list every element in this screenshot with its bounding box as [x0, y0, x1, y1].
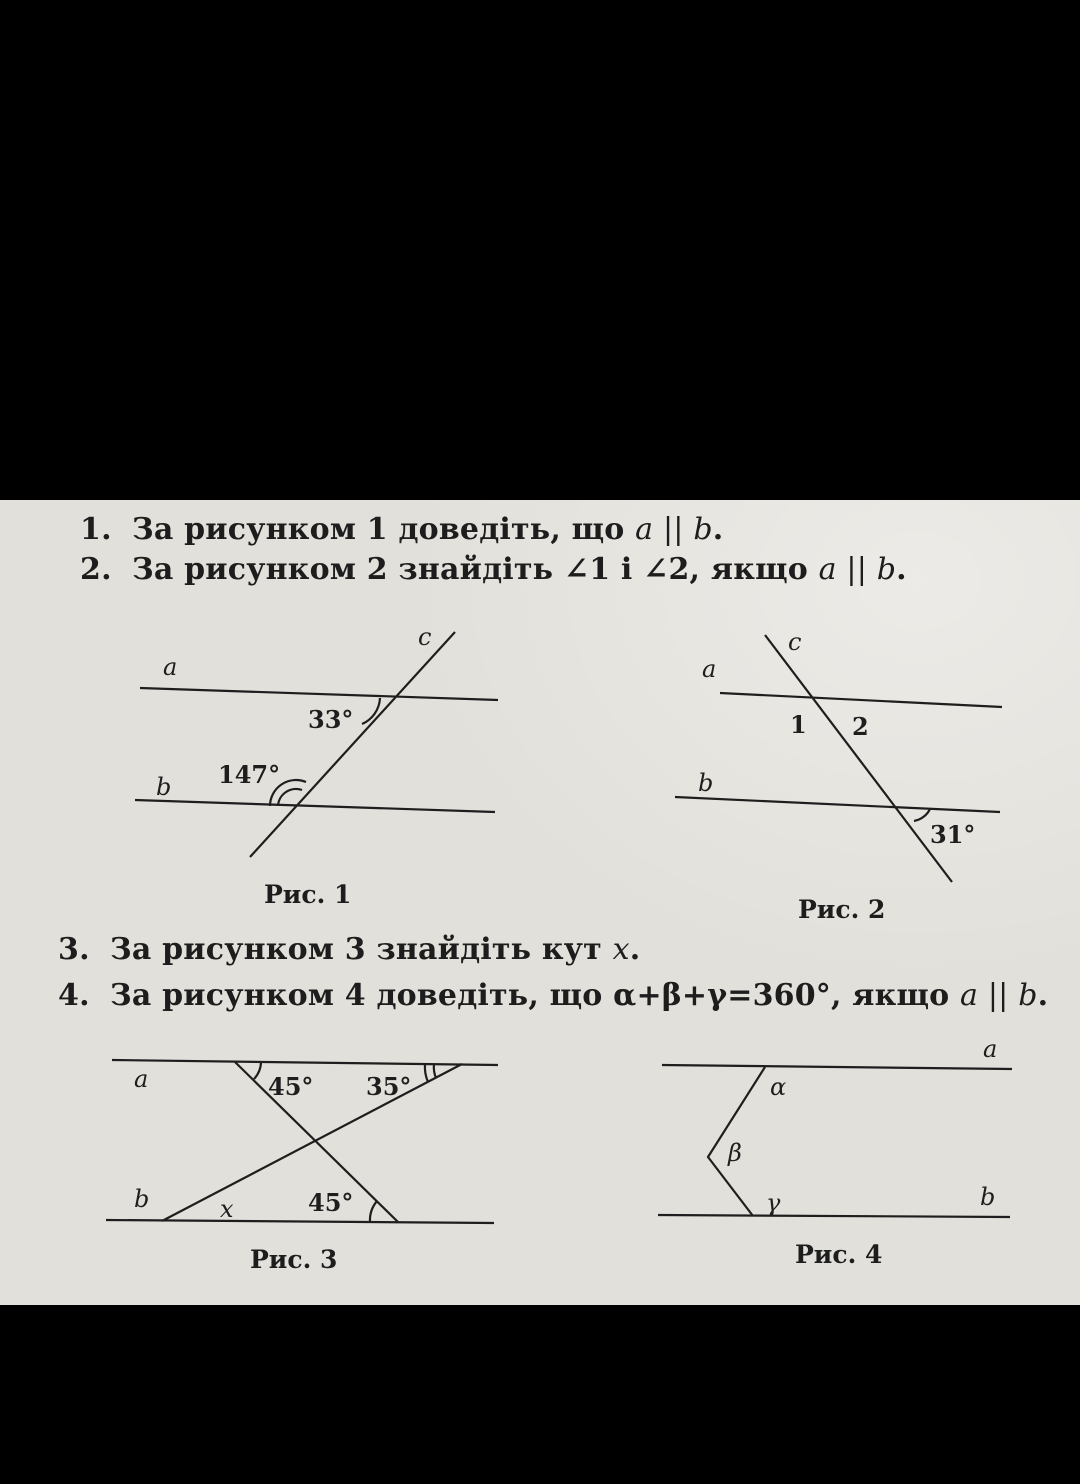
task-3-condition: x — [612, 932, 630, 967]
fig2-angle-31: 31° — [930, 820, 976, 849]
fig4-line-b — [658, 1215, 1010, 1217]
fig3-angle-45-bottom: 45° — [308, 1188, 354, 1217]
fig2-angle-arc-31 — [914, 809, 930, 821]
task-3 — [58, 932, 640, 967]
fig4-label-a: a — [983, 1035, 998, 1063]
task-1-condition: a || b — [635, 512, 713, 547]
task-1-number: 1. — [80, 512, 112, 547]
task-4-condition: a || b — [960, 978, 1038, 1013]
textbook-page — [0, 500, 1080, 1305]
task-2-condition: a || b — [818, 552, 897, 587]
fig2-caption: Рис. 2 — [798, 895, 886, 924]
fig1-angle-33: 33° — [308, 705, 354, 734]
fig4-angle-beta: β — [728, 1139, 742, 1167]
task-4 — [58, 978, 1048, 1013]
task-2-end: . — [896, 552, 907, 587]
fig3-angle-arc-45-top — [254, 1062, 261, 1079]
task-3-end: . — [629, 932, 641, 967]
task-4-end: . — [1037, 978, 1049, 1013]
fig2-line-a — [720, 693, 1002, 707]
task-3-number: 3. — [58, 932, 90, 967]
fig2-transversal-c — [765, 635, 952, 882]
fig2-angle-2: 2 — [852, 712, 869, 741]
fig3-label-b: b — [134, 1185, 150, 1213]
fig1-angle-arc-33 — [362, 698, 380, 724]
figure-4 — [650, 1035, 1020, 1230]
fig1-line-a — [140, 688, 498, 700]
fig1-angle-147: 147° — [218, 760, 281, 789]
task-1-text: За рисунком 1 доведіть, що — [132, 512, 636, 547]
task-4-number: 4. — [58, 978, 90, 1013]
fig3-angle-arc-35-inner — [434, 1064, 436, 1078]
fig1-caption: Рис. 1 — [264, 880, 352, 909]
fig3-label-a: a — [134, 1065, 149, 1093]
fig4-angle-alpha: α — [770, 1073, 787, 1101]
task-2 — [80, 552, 907, 587]
fig2-label-c: c — [788, 628, 802, 656]
fig1-line-b — [135, 800, 495, 812]
fig2-line-b — [675, 797, 1000, 812]
task-1-end: . — [712, 512, 724, 547]
figure-2 — [670, 625, 1015, 895]
figure-3 — [100, 1045, 505, 1245]
fig2-label-b: b — [698, 769, 714, 797]
fig2-label-a: a — [702, 655, 717, 683]
fig3-angle-x: x — [220, 1195, 234, 1223]
fig1-label-a: a — [163, 653, 178, 681]
task-2-number: 2. — [80, 552, 112, 587]
fig3-angle-arc-35-outer — [425, 1064, 428, 1082]
fig1-label-b: b — [156, 773, 172, 801]
task-2-text: За рисунком 2 знайдіть ∠1 і ∠2, якщо — [132, 552, 819, 587]
fig1-label-c: c — [418, 623, 432, 651]
fig4-label-b: b — [980, 1183, 996, 1211]
fig3-angle-35: 35° — [366, 1072, 412, 1101]
task-1 — [80, 512, 723, 547]
fig2-angle-1: 1 — [790, 710, 807, 739]
fig3-angle-45-top: 45° — [268, 1072, 314, 1101]
task-4-text: За рисунком 4 доведіть, що α+β+γ=360°, якщо — [110, 978, 961, 1013]
fig4-caption: Рис. 4 — [795, 1240, 883, 1269]
fig3-caption: Рис. 3 — [250, 1245, 338, 1274]
fig3-line-a — [112, 1060, 498, 1065]
task-3-text: За рисунком 3 знайдіть кут — [110, 932, 613, 967]
figure-1 — [130, 620, 510, 870]
fig4-angle-gamma: γ — [766, 1189, 781, 1217]
fig4-line-a — [662, 1065, 1012, 1069]
fig1-transversal-c — [250, 632, 455, 857]
fig3-angle-arc-45-bottom — [370, 1201, 377, 1222]
